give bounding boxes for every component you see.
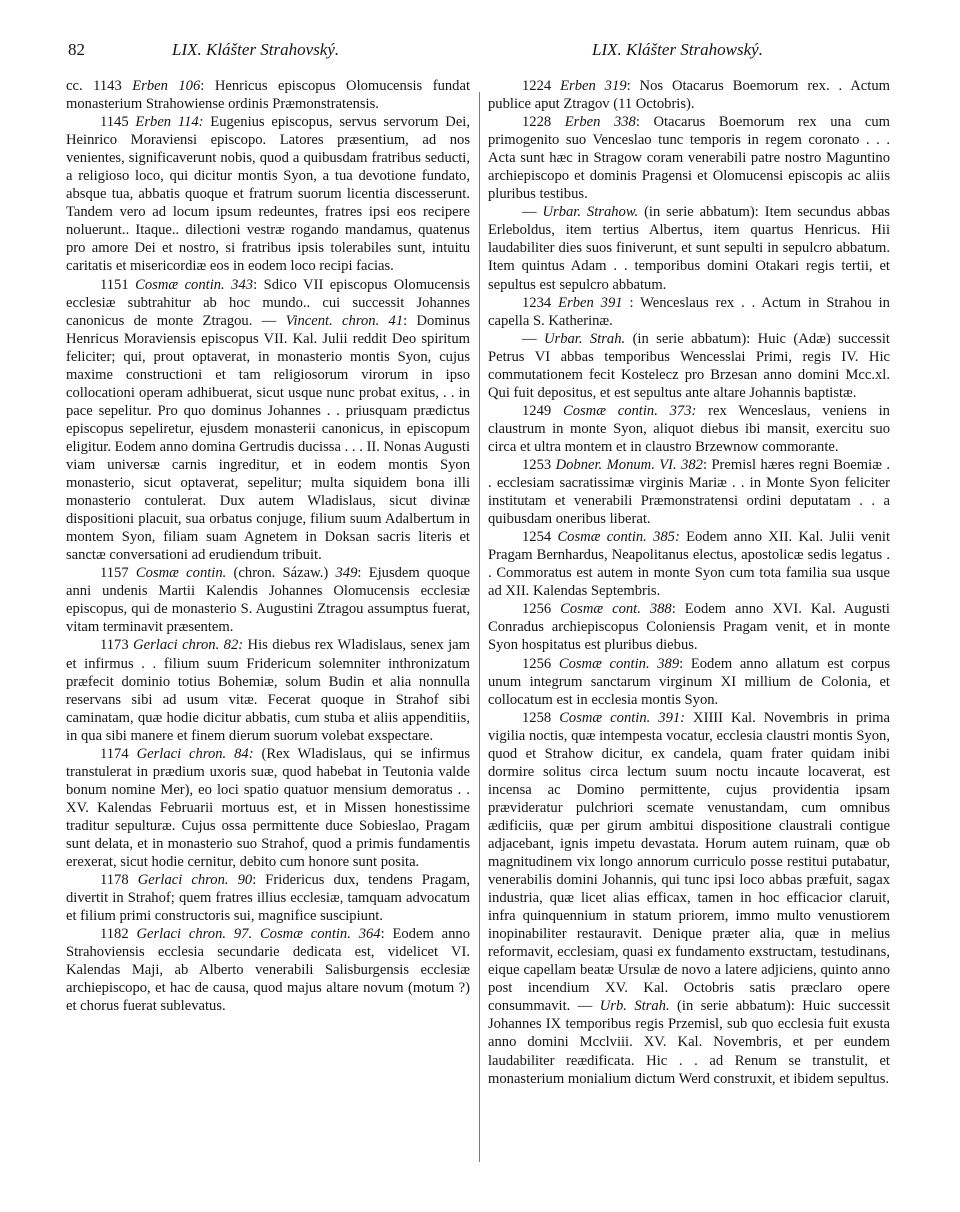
text-entry: [488, 402, 890, 456]
entry-text: Eugenius episcopus, servus servorum Dei, Heinrico Moraviensi episcopo. Latores præsentium, ad nos venientes, significaverunt nobis, quod a quibusdam fratribus seducti, a religioso loco, qui dicitur montis Syon, a tua devotione fundato, absque tua, abbatis quoque et fratrum suorum licentia discesserunt. Tandem vero ad locum ipsum redeuntes, fratres ipsi eos recipere noluerunt.. Itaque.. dilectioni vestræ rogando mandamus, quatenus pro amore Dei et nostro, si fratribus ipsis tolerabiles sunt, intuitu caritatis et misericordiæ eos in eodem loco recipi facias.: [66, 114, 471, 275]
text-entry: [488, 330, 890, 402]
page-number: 82: [68, 40, 85, 59]
text-entry: [66, 925, 470, 1015]
entry-text: 1174: [100, 745, 137, 762]
source-citation: Cosmæ contin. 385:: [557, 529, 680, 546]
source-citation: Cosmæ contin.: [135, 565, 227, 582]
source-citation: Erben 114:: [135, 114, 204, 131]
text-entry: [488, 456, 890, 528]
entry-text: 1157: [100, 565, 136, 582]
source-citation: Cosmæ contin. 391:: [559, 709, 686, 726]
right-column: [488, 77, 890, 1088]
column-divider: [479, 92, 480, 1162]
entry-text: : Eodem anno Strahoviensis ecclesia secundarie dedicata est, videlicet VI. Kalendas Maji, ab Alberto venerabili Salisburgensis ecclesiæ archiepiscopo, et hac de causa, quod majus altare novum (motum ?) et chorus fuerat sublevatus.: [66, 926, 471, 1015]
source-citation: Urbar. Strahow.: [542, 204, 639, 221]
source-citation: 349: [335, 565, 358, 582]
source-citation: Cosmæ contin. 373:: [562, 402, 697, 419]
entry-text: 1249: [522, 402, 563, 419]
source-citation: Urb. Strah.: [599, 998, 670, 1015]
source-citation: Cosmæ cont. 388: [560, 601, 672, 618]
left-column: [66, 77, 470, 1015]
text-entry: [66, 636, 470, 744]
entry-text: —: [522, 204, 543, 221]
entry-text: : Henricus episcopus Olomucensis fundat monasterium Strahowiense ordinis Præmonstratensis.: [66, 78, 471, 113]
entry-text: 1145: [100, 114, 136, 131]
entry-text: (in serie abbatum): Huic successit Johannes IX temporibus regis Przemisl, sub quo ecclesia fuit exusta anno domini Mcclviii. XV. Kal. Novembris, et per eundem laudabiliter reædificata. Hic . . ad Renum se transtulit, et monasterium monialium dictum Werd construxit, et ibidem sepultus.: [488, 998, 890, 1087]
entry-text: 1224: [522, 78, 561, 94]
text-entry: [488, 528, 890, 600]
text-entry: [488, 294, 890, 330]
running-header: [0, 40, 960, 70]
source-citation: Cosmæ contin. 343: [135, 276, 254, 293]
entry-text: : Wenceslaus rex . . Actum in Strahou in capella S. Katherinæ.: [488, 294, 890, 329]
text-entry: [488, 655, 890, 709]
entry-text: 1178: [100, 872, 138, 889]
source-citation: Gerlaci chron. 97. Cosmæ contin. 364: [136, 926, 381, 943]
entry-text: : Fridericus dux, tendens Pragam, divertit in Strahof; quem fratres illius ecclesiæ, tamquam advocatum et filium primi constructoris sui, magnifice suscipiunt.: [66, 872, 471, 925]
text-entry: [488, 600, 890, 654]
source-citation: Gerlaci chron. 90: [137, 872, 253, 889]
text-entry: [66, 871, 470, 925]
left-running-title: LIX. Klášter Strahovský.: [172, 40, 340, 59]
entry-text: 1256: [522, 601, 561, 618]
entry-text: 1253: [522, 456, 556, 473]
entry-text: 1182: [100, 926, 137, 943]
entry-text: rex Wenceslaus, veniens in claustrum in monte Syon, aliquot diebus ibi mansit, exercitu suo circa et ultra montem et in claustro Brzewnow commorante.: [488, 402, 890, 455]
text-entry: [488, 77, 890, 113]
entry-text: : Nos Otacarus Boemorum rex. . Actum publice aput Ztragov (11 Octobris).: [488, 78, 890, 113]
entry-text: 1228: [522, 114, 565, 131]
text-entry: [66, 745, 470, 871]
entry-text: 1151: [100, 276, 136, 293]
entry-text: His diebus rex Wladislaus, senex jam et infirmus . . filium suum Fridericum solemniter inthronizatum præfecit dominio totius Bohemiæ, solum Budin et alia nonnulla reservans sibi ad usum vitæ. Fecerat quoque in Strahof sibi caminatam, quæ hodie dicitur abbatis, cum stuba et aliis appenditiis, in qua sibi manere et finem dierum suorum volebat exspectare.: [66, 637, 471, 744]
text-entry: [66, 276, 470, 565]
entry-text: 1254: [522, 529, 558, 546]
entry-text: (Rex Wladislaus, qui se infirmus transtulerat in prædium uxoris suæ, quod habebat in Teutonia valde bonum nomine Mer), eo loci spatio quatuor mensium demoratus . . XV. Kalendas Februarii mortuus est, et in Missen honestissime traditur sepulturæ. Cujus ossa permittente duce Sobieslao, Pragam sunt delata, et in monasterio suo Strahof, quod a primis fundamentis erexerat, sicut hodie cernitur, debito cum honore sunt posita.: [66, 745, 470, 871]
entry-text: : Sdico VII episcopus Olomucensis ecclesiæ subtrahitur ab hoc mundo.. cui successit Johannes canonicus de monte Ztragou. —: [66, 276, 471, 329]
entry-text: cc. 1143: [66, 78, 133, 94]
entry-text: : Eodem anno allatum est corpus unum integrum sanctarum virginum XI millium de Colonia, et collocatum est in ecclesia montis Syon.: [488, 655, 891, 708]
source-citation: Erben 319: [560, 78, 627, 94]
entry-text: : Ejusdem quoque anni undenis Martii Kalendis Johannes Olomucensis ecclesiæ episcopus, qui de monasterio S. Augustini Ztragou assumptus fuerat, vitam terminavit præsentem.: [66, 565, 470, 636]
source-citation: Cosmæ contin. 389: [558, 655, 680, 672]
entry-text: : Eodem anno XVI. Kal. Augusti Conradus archiepiscopus Coloniensis Pragam venit, et in monte Syon hospitatus est pluribus diebus.: [488, 601, 890, 654]
entry-text: 1173: [100, 637, 134, 654]
entry-text: 1258: [522, 709, 560, 726]
text-entry: [66, 113, 470, 275]
right-running-title: LIX. Klášter Strahowský.: [592, 40, 763, 59]
source-citation: Erben 106: [132, 78, 201, 94]
entry-text: —: [522, 330, 544, 347]
entry-text: : Dominus Henricus Moraviensis episcopus VII. Kal. Julii reddit Deo spiritum feliciter; qui, prout optaverat, in monasterio montis Syon, cujus maxime constructioni et tam religiosorum virorum in ipso collocationi operam adhibuerat, sicut usque nunc probat exitus, . . in pace sepelitur. Pro quo dominus Johannes . . priusquam prædictus episcopus sepeliretur, ejusdem monasterii canonicus, in episcopum eligitur. Eodem anno domina Gertrudis ducissa . . . II. Nonas Augusti viam universæ carnis ingreditur, et in eodem montis Syon monasterio, sicut optaverat, sepelitur; multa siquidem bona illi monasterio contulerat. Dux autem Wladislaus, sicut divinæ dispositioni placuit, sua orbatus conjuge, filium suum Adalbertum in montem Syon, filiam suam Agnetem in Doksan sacris literis et sanctæ conversationi ad erudiendum tribuit.: [66, 312, 471, 564]
source-citation: Erben 391: [558, 294, 623, 311]
source-citation: Gerlaci chron. 82:: [133, 637, 244, 654]
text-entry: [488, 709, 890, 1088]
source-citation: Erben 338: [564, 114, 636, 131]
entry-text: : Otacarus Boemorum rex una cum primogenito suo Venceslao tunc temporis in regem coronato . . . Acta sunt hæc in Stragow coram venerabili patre nostro Maguntino archiepiscopo et dominis Pragensi et Olomucensi episcopis ac aliis pluribus testibus.: [488, 114, 890, 203]
text-entry: [66, 77, 470, 113]
entry-text: (in serie abbatum): Item secundus abbas Erleboldus, item tertius Albertus, item quartus Henricus. Hii laudabiliter dies suos finiverunt, et sunt sepulti in sepulcro abbatum. Item quintus Adam . . temporibus domini Otakari regis tertii, et sepultus est sepulcro abbatum.: [488, 204, 890, 293]
entry-text: Eodem anno XII. Kal. Julii venit Pragam Bernhardus, Neapolitanus electus, apostolicæ sedis legatus . . Commoratus est autem in monte Syon cum tota familia sua usque ad XII. Kalendas Septembris.: [488, 529, 891, 600]
entry-text: 1256: [522, 655, 559, 672]
source-citation: Urbar. Strah.: [543, 330, 626, 347]
entry-text: 1234: [522, 294, 559, 311]
entry-text: XIIII Kal. Novembris in prima vigilia noctis, quæ intempesta vocatur, ecclesia claustri montis Syon, quod et Strahow dicitur, ex candela, quam frater quidam inibi dormire solitus circa lectum suum noctu incaute locaverat, est incensa ac Domino permittente, cujus providentia ipsam prævideratur pulchriori scemate venustandam, cum omnibus ædificiis, quæ per girum ambitui dispositione claustrali contigue adjacebant, ignis impetu devastata. Horum autem ruinam, quæ ob magnitudinem vix longo annorum curriculo posse restitui putabatur, venerabilis domini Johannis, qui tunc ipsi loco abbas præfuit, sagax industria, quæ licet alias efficax, tamen in hoc efficacior claruit, infra quinquennium in statum priorem, immo multo venustiorem inopinabiliter restauravit. Denique præter alia, quæ in melius reformavit, ecclesiam, quasi ex fundamento exstructam, testudinans, eique capellam beatæ Ursulæ de novo a latere adjiciens, quinto anno post incendium XV. Kal. Octobris satis præclaro opere consummavit. —: [488, 709, 890, 1015]
source-citation: Dobner. Monum. VI. 382: [555, 456, 703, 473]
entry-text: (in serie abbatum): Huic (Adæ) successit Petrus VI abbas temporibus Wencesslai Primi, regis IV. Hic commutationem fecit Kostelecz pro Brzesan anno domini Mcc.xl. Qui fuit depositus, et est sepultus ante altare Johannis baptistæ.: [488, 330, 890, 401]
text-entry: [488, 113, 890, 203]
source-citation: Gerlaci chron. 84:: [136, 745, 254, 762]
text-entry: [488, 203, 890, 293]
entry-text: (chron. Sázaw.): [226, 565, 336, 582]
source-citation: Vincent. chron. 41: [285, 312, 404, 329]
text-entry: [66, 564, 470, 636]
entry-text: : Premisl hæres regni Boemiæ . . ecclesiam sacratissimæ virginis Mariæ . . in Monte Syon feliciter institutam et venerabili Præmonstratensi ordini deputatam . . a quibusdam oneribus liberat.: [488, 456, 890, 528]
